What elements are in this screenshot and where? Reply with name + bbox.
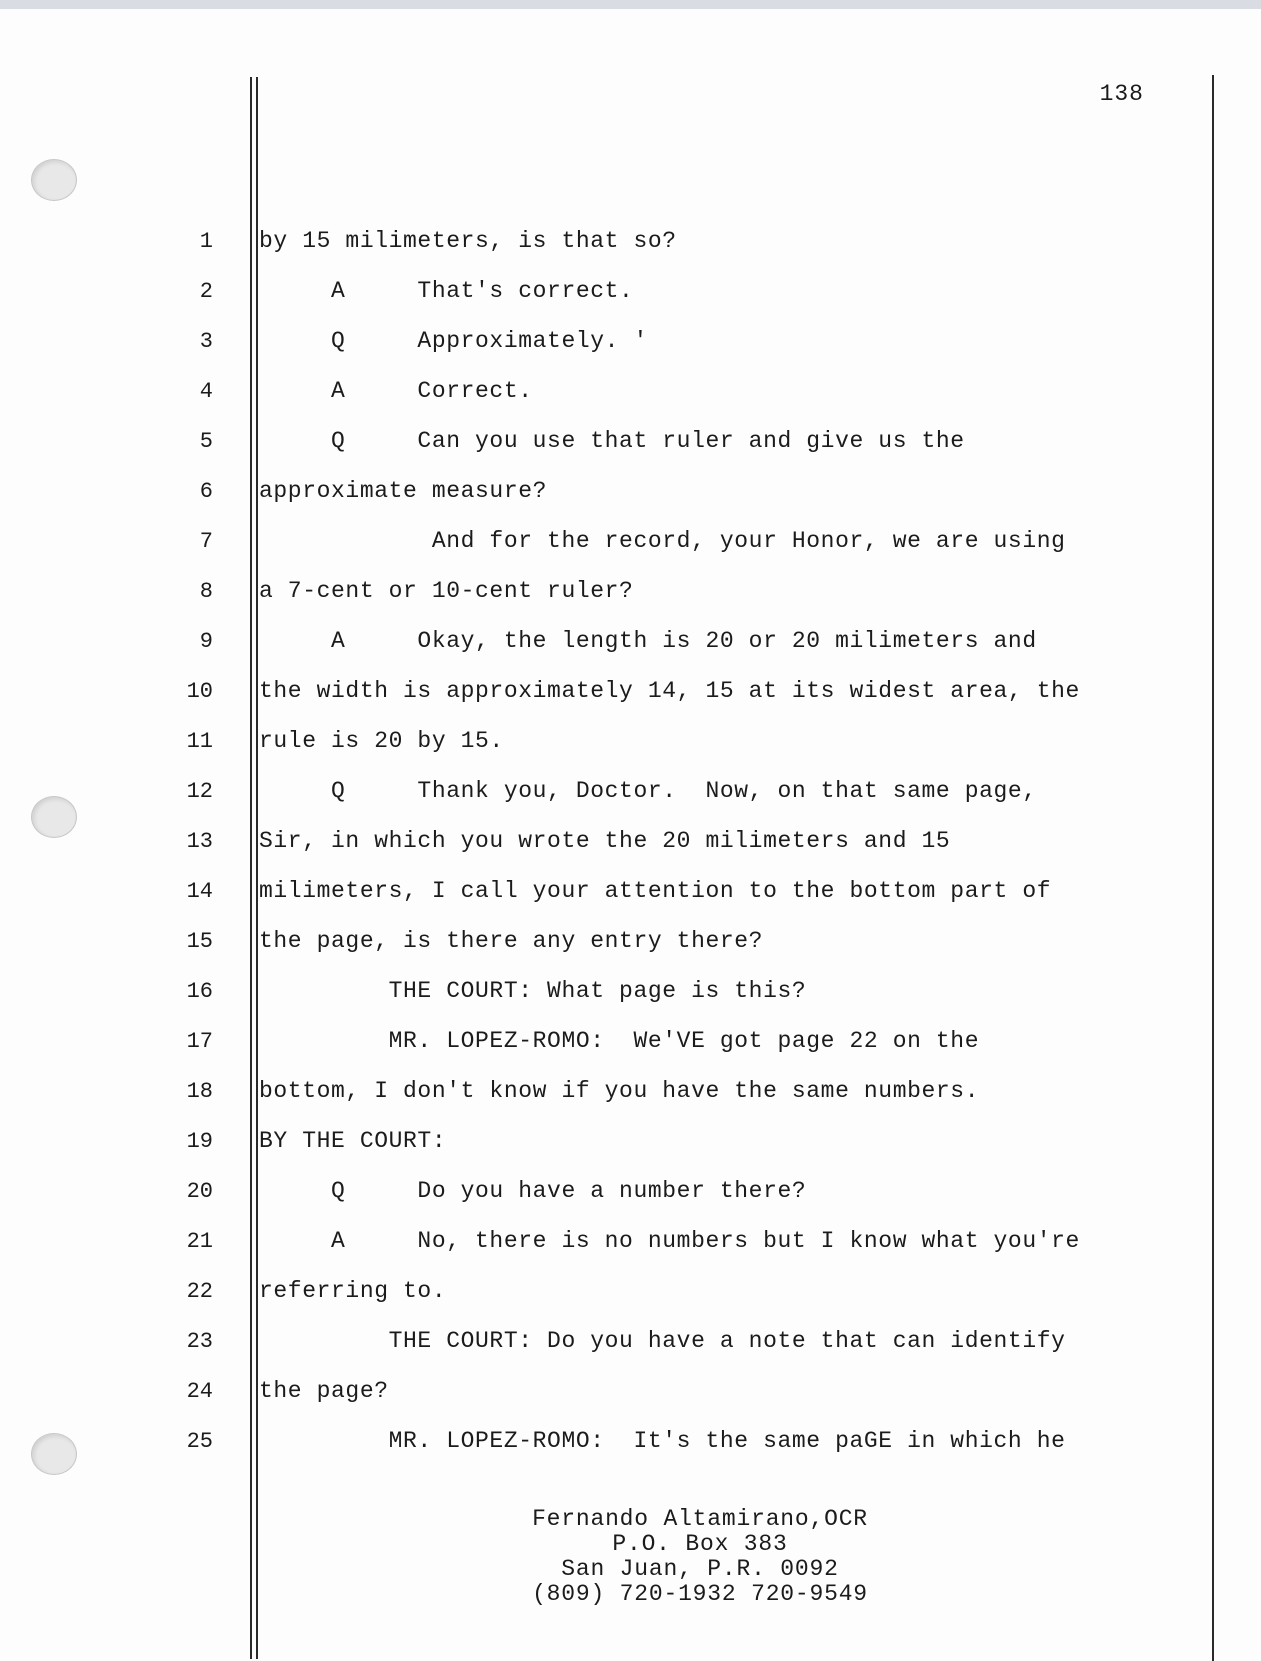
right-margin-rule (1212, 75, 1214, 1661)
left-margin-rule-outer (250, 77, 252, 1659)
reporter-name: Fernando Altamirano,OCR (532, 1506, 868, 1532)
line-text: the width is approximately 14, 15 at its widest area, the (259, 678, 1080, 704)
line-number: 23 (186, 1329, 213, 1354)
line-number: 7 (199, 529, 213, 554)
line-number: 17 (186, 1029, 213, 1054)
line-text: by 15 milimeters, is that so? (259, 228, 677, 254)
line-text: A No, there is no numbers but I know what you're (259, 1228, 1080, 1254)
line-text: the page, is there any entry there? (259, 928, 764, 954)
line-number: 6 (199, 479, 213, 504)
line-text: THE COURT: Do you have a note that can identify (259, 1328, 1066, 1354)
line-text: BY THE COURT: (259, 1128, 447, 1154)
binder-hole-bottom (31, 1433, 77, 1475)
line-text: MR. LOPEZ-ROMO: We'VE got page 22 on the (259, 1028, 980, 1054)
binder-hole-top (31, 159, 77, 201)
line-number: 3 (199, 329, 213, 354)
line-number: 10 (186, 679, 213, 704)
line-number: 8 (199, 579, 213, 604)
line-number: 21 (186, 1229, 213, 1254)
line-text: Q Do you have a number there? (259, 1178, 807, 1204)
line-text: approximate measure? (259, 478, 548, 504)
line-number: 22 (186, 1279, 213, 1304)
line-text: A That's correct. (259, 278, 634, 304)
line-text: a 7-cent or 10-cent ruler? (259, 578, 634, 604)
line-text: THE COURT: What page is this? (259, 978, 807, 1004)
line-number: 18 (186, 1079, 213, 1104)
line-number: 5 (199, 429, 213, 454)
line-number: 25 (186, 1429, 213, 1454)
line-text: rule is 20 by 15. (259, 728, 504, 754)
line-number: 16 (186, 979, 213, 1004)
reporter-footer (440, 1507, 960, 1607)
line-number: 15 (186, 929, 213, 954)
line-number: 9 (199, 629, 213, 654)
left-margin-rule-inner (256, 77, 258, 1659)
line-number: 13 (186, 829, 213, 854)
line-number: 2 (199, 279, 213, 304)
line-number: 24 (186, 1379, 213, 1404)
line-text: MR. LOPEZ-ROMO: It's the same paGE in which he (259, 1428, 1066, 1454)
line-text: Q Approximately. ' (259, 328, 648, 354)
line-number: 19 (186, 1129, 213, 1154)
line-number: 4 (199, 379, 213, 404)
line-text: milimeters, I call your attention to the bottom part of (259, 878, 1052, 904)
line-number: 11 (186, 729, 213, 754)
line-number: 20 (186, 1179, 213, 1204)
line-text: Sir, in which you wrote the 20 milimeters and 15 (259, 828, 951, 854)
reporter-phone: (809) 720-1932 720-9549 (532, 1581, 868, 1607)
reporter-city: San Juan, P.R. 0092 (561, 1556, 839, 1582)
line-number: 1 (199, 229, 213, 254)
line-text: And for the record, your Honor, we are using (259, 528, 1066, 554)
line-text: bottom, I don't know if you have the same numbers. (259, 1078, 980, 1104)
line-text: A Okay, the length is 20 or 20 milimeters and (259, 628, 1037, 654)
line-number: 12 (186, 779, 213, 804)
line-text: A Correct. (259, 378, 533, 404)
line-text: the page? (259, 1378, 389, 1404)
reporter-address: P.O. Box 383 (612, 1531, 788, 1557)
line-text: Q Can you use that ruler and give us the (259, 428, 965, 454)
page-number: 138 (1099, 81, 1144, 107)
line-text: Q Thank you, Doctor. Now, on that same page, (259, 778, 1037, 804)
line-text: referring to. (259, 1278, 447, 1304)
binder-hole-middle (31, 796, 77, 838)
line-number: 14 (186, 879, 213, 904)
